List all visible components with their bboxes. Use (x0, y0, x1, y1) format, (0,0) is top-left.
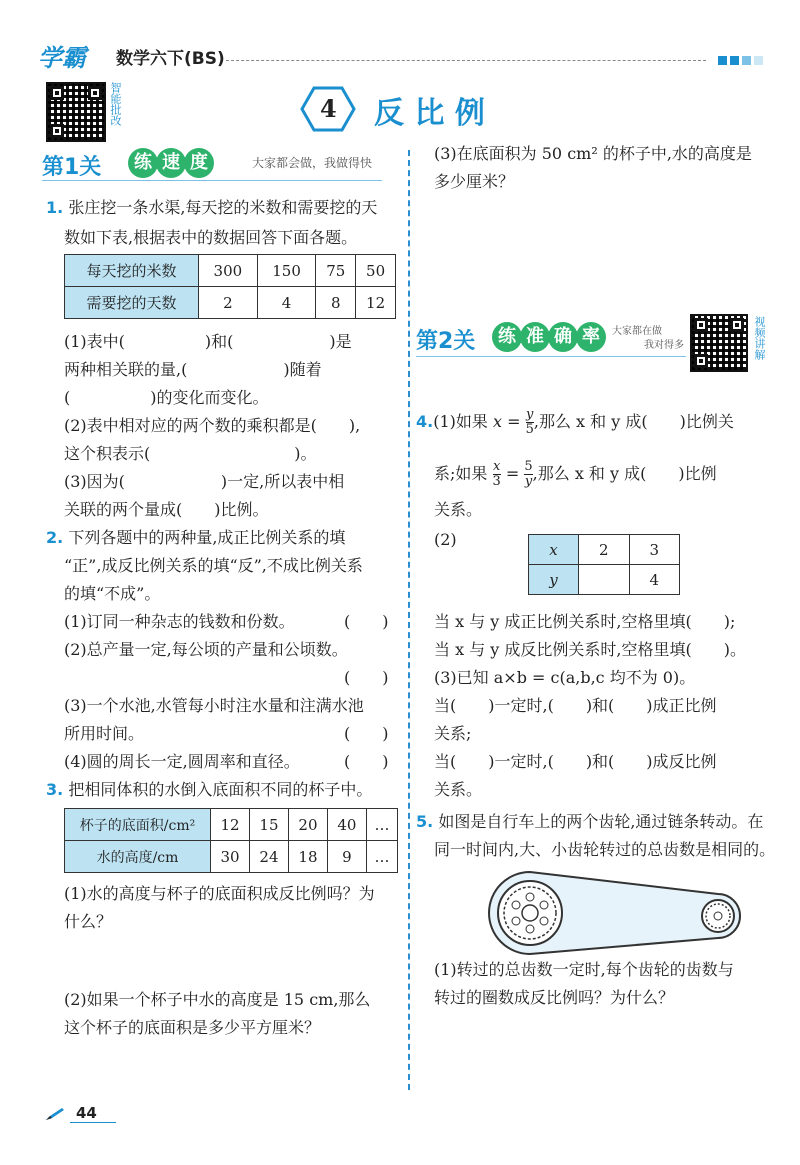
header-squares (718, 50, 763, 69)
q3-table-cell: 15 (249, 809, 288, 841)
column-divider (408, 150, 410, 1090)
q4-part-2: (2) (434, 530, 457, 549)
q2-item-1: (1)订同一种杂志的钱数和份数。 (64, 612, 295, 631)
q2-answer-paren[interactable]: ( ) (344, 668, 389, 687)
q3-stem: 3. 把相同体积的水倒入底面积不同的杯子中。 (46, 780, 373, 799)
level1-label: 第1关 (42, 155, 102, 180)
q4-line-4: 当 x 与 y 成正比例关系时,空格里填( ); (434, 612, 736, 631)
q3-table-cell: 30 (211, 841, 250, 873)
page-number: 44 (76, 1104, 97, 1122)
q1-sub1-a: (1)表中( )和( )是 (64, 332, 352, 351)
q4-table-head-y: y (529, 565, 579, 595)
q3-table-cell: 18 (288, 841, 327, 873)
q1-table-cell: 75 (316, 255, 356, 287)
q5-stem-1: 5. 如图是自行车上的两个齿轮,通过链条转动。在 (416, 812, 764, 831)
q3-table-cell: … (366, 841, 397, 873)
q4-line-1: 4.(1)如果 x = $\frac{y}{5}$ ,那么 x 和 y 成( )比例关 (416, 407, 734, 437)
q1-table-cell: 12 (356, 287, 396, 319)
q3-table-cell: 20 (288, 809, 327, 841)
q4-table (528, 534, 680, 595)
q4-line-10: 关系。 (434, 780, 483, 799)
q2-item-3a: (3)一个水池,水管每小时注水量和注满水池 (64, 696, 364, 715)
level2-char-2: 准 (520, 322, 550, 352)
level1-char-2: 速 (156, 148, 186, 178)
q3-sub2-b: 这个杯子的底面积是多少平方厘米？ (64, 1018, 321, 1037)
qr-label-right: 视频讲解 (753, 316, 766, 360)
level2-slogan-1: 大家都在做 (612, 326, 662, 337)
q4-table-head-x: x (529, 535, 579, 565)
q5-stem-2: 同一时间内,大、小齿轮转过的总齿数是相同的。 (434, 840, 776, 859)
q2-item-3b: 所用时间。 (64, 724, 145, 743)
q3-table-head-1: 杯子的底面积/cm² (65, 809, 211, 841)
level1-banner (42, 148, 398, 182)
q3-table-cell: 12 (211, 809, 250, 841)
brand-logo: 学霸 (38, 44, 86, 72)
q2-stem-3: 的填“不成”。 (64, 584, 161, 603)
q1-table-cell: 50 (356, 255, 396, 287)
book-title: 数学六下(BS) (116, 49, 225, 69)
level1-char-3: 度 (184, 148, 214, 178)
q1-sub1-b: 两种相关联的量,( )随着 (64, 360, 322, 379)
q1-table-cell: 300 (199, 255, 258, 287)
level2-label: 第2关 (416, 329, 476, 354)
qr-code-right[interactable] (690, 314, 748, 372)
q4-line-7: 当( )一定时,( )和( )成正比例 (434, 696, 717, 715)
q4-line-5: 当 x 与 y 成反比例关系时,空格里填( )。 (434, 640, 746, 659)
q1-sub3-a: (3)因为( )一定,所以表中相 (64, 472, 345, 491)
q1-table-cell: 2 (199, 287, 258, 319)
q1-table-cell: 8 (316, 287, 356, 319)
level2-char-1: 练 (492, 322, 522, 352)
level1-char-1: 练 (128, 148, 158, 178)
q3-table-cell: 9 (327, 841, 366, 873)
q1-sub2-b: 这个积表示( )。 (64, 444, 317, 463)
bicycle-gears-figure (478, 868, 748, 958)
q2-answer-paren[interactable]: ( ) (344, 724, 389, 743)
header-bar (30, 38, 770, 72)
q2-stem-1: 2. 下列各题中的两种量,成正比例关系的填 (46, 528, 346, 547)
large-gear-icon (498, 881, 562, 945)
q4-line-3: 关系。 (434, 500, 483, 519)
level2-slogan-2: 我对得多 (644, 340, 684, 351)
q4-line-9: 当( )一定时,( )和( )成反比例 (434, 752, 717, 771)
q4-line-8: 关系; (434, 724, 472, 743)
q4-table-cell: 2 (579, 535, 630, 565)
qr-label-left: 智能批改 (109, 82, 122, 126)
q5-number: 5. (416, 812, 434, 831)
q4-eq2: $\frac{x}{3}$ = $\frac{5}{y}$ (492, 459, 533, 489)
q2-answer-paren[interactable]: ( ) (344, 612, 389, 631)
q4-number: 4. (416, 412, 434, 431)
q1-sub2-a: (2)表中相对应的两个数的乘积都是( ), (64, 416, 361, 435)
q2-stem-2: “正”,成反比例关系的填“反”,不成比例关系 (64, 556, 363, 575)
q2-number: 2. (46, 528, 64, 547)
level2-char-4: 率 (576, 322, 606, 352)
q3-sub1-a: (1)水的高度与杯子的底面积成反比例吗？为 (64, 884, 375, 903)
q1-sub1-c: ( )的变化而变化。 (64, 388, 269, 407)
q3-sub3-a: (3)在底面积为 50 cm² 的杯子中,水的高度是 (434, 144, 752, 163)
q4-eq1: x = $\frac{y}{5}$ (492, 407, 534, 437)
q1-table-cell: 150 (257, 255, 316, 287)
q1-sub3-b: 关联的两个量成( )比例。 (64, 500, 269, 519)
unit-number: 4 (320, 94, 337, 123)
pencil-icon (44, 1106, 66, 1122)
q3-sub1-b: 什么？ (64, 912, 113, 931)
unit-name: 反 比 例 (374, 96, 485, 131)
header-rule (226, 60, 706, 61)
q1-table-head-1: 每天挖的米数 (65, 255, 199, 287)
footer (44, 1104, 124, 1124)
q4-line-2: 系;如果 $\frac{x}{3}$ = $\frac{5}{y}$ ,那么 x 和 y 成( )比例 (434, 459, 717, 489)
q3-sub3-b: 多少厘米？ (434, 172, 515, 191)
q3-number: 3. (46, 780, 64, 799)
level2-char-3: 确 (548, 322, 578, 352)
q3-table-head-2: 水的高度/cm (65, 841, 211, 873)
q2-answer-paren[interactable]: ( ) (344, 752, 389, 771)
q4-table-cell: 4 (629, 565, 680, 595)
level1-slogan: 大家都会做，我做得快 (252, 156, 373, 170)
q4-line-6: (3)已知 a×b = c(a,b,c 均不为 0)。 (434, 668, 696, 687)
q4-table-blank-cell[interactable] (579, 565, 630, 595)
q1-table-head-2: 需要挖的天数 (65, 287, 199, 319)
q1-stem-1: 1. 张庄挖一条水渠,每天挖的米数和需要挖的天 (46, 198, 378, 217)
q2-item-4: (4)圆的周长一定,圆周率和直径。 (64, 752, 300, 771)
small-gear-icon (702, 900, 734, 932)
q3-table-cell: 40 (327, 809, 366, 841)
q4-table-cell: 3 (629, 535, 680, 565)
q3-table-cell: 24 (249, 841, 288, 873)
q3-table (64, 808, 398, 873)
q1-table-cell: 4 (257, 287, 316, 319)
q5-sub1-a: (1)转过的总齿数一定时,每个齿轮的齿数与 (434, 960, 734, 979)
q1-stem-2: 数如下表,根据表中的数据回答下面各题。 (64, 228, 358, 247)
qr-code-left[interactable] (46, 82, 106, 142)
q1-number: 1. (46, 198, 64, 217)
q3-table-cell: … (366, 809, 397, 841)
q3-sub2-a: (2)如果一个杯子中水的高度是 15 cm,那么 (64, 990, 371, 1009)
q1-table (64, 254, 396, 319)
q2-item-2: (2)总产量一定,每公顷的产量和公顷数。 (64, 640, 348, 659)
q5-sub1-b: 转过的圈数成反比例吗？为什么？ (434, 988, 675, 1007)
